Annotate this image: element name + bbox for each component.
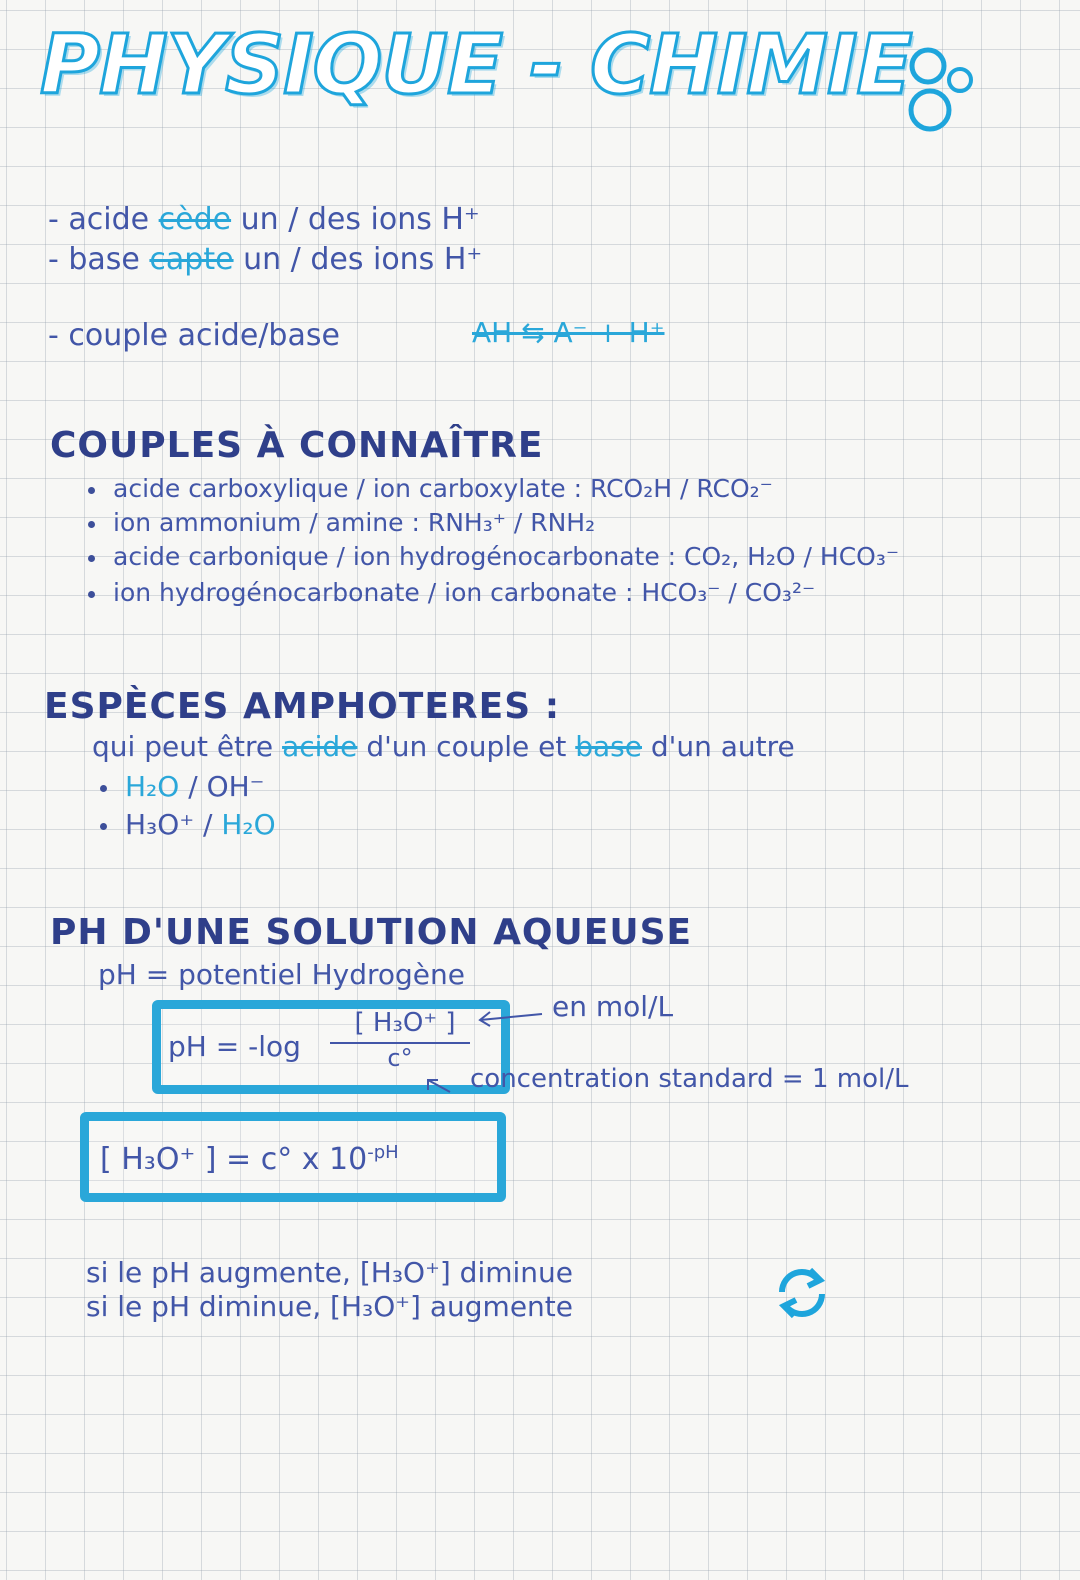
- note-unit: en mol/L: [552, 990, 674, 1023]
- list-item: acide carbonique / ion hydrogénocarbonate : CO₂, H₂O / HCO₃⁻: [88, 542, 899, 571]
- list-item: H₃O⁺ / H₂O: [100, 808, 276, 841]
- section-heading-ph: PH D'UNE SOLUTION AQUEUSE: [50, 912, 693, 953]
- list-item: ion ammonium / amine : RNH₃⁺ / RNH₂: [88, 508, 595, 537]
- formula-ph-left: pH = -log: [168, 1030, 301, 1063]
- bullet: [100, 823, 107, 830]
- struck-word: capte: [149, 242, 234, 277]
- list-item: H₂O / OH⁻: [100, 770, 264, 803]
- list-item: ion hydrogénocarbonate / ion carbonate : HCO₃⁻ / CO₃²⁻: [88, 578, 815, 607]
- section-heading-couples: COUPLES À CONNAÎTRE: [50, 425, 544, 466]
- arrow-icon: [470, 1000, 550, 1030]
- rule-ph-decrease: si le pH diminue, [H₃O⁺] augmente: [86, 1290, 574, 1323]
- note-standard: concentration standard = 1 mol/L: [470, 1064, 909, 1094]
- equation-acid-base: AH ⇆ A⁻ + H⁺: [472, 316, 665, 349]
- section-heading-amphoteres: ESPÈCES AMPHOTERES :: [44, 686, 561, 727]
- bullet: [88, 521, 95, 528]
- bullet: [100, 785, 107, 792]
- list-item: acide carboxylique / ion carboxylate : RCO₂H / RCO₂⁻: [88, 474, 773, 503]
- ph-definition: pH = potentiel Hydrogène: [98, 958, 466, 991]
- arrow-icon: [420, 1074, 460, 1098]
- bullet: [88, 487, 95, 494]
- bullet: [88, 555, 95, 562]
- cycle-arrows-icon: [770, 1262, 834, 1322]
- page-title: PHYSIQUE - CHIMIE: [40, 18, 912, 113]
- formula-concentration: [ H₃O⁺ ] = c° x $10^{-pH}$: [100, 1142, 399, 1177]
- intro-line-base: - base capte un / des ions H⁺: [48, 242, 483, 277]
- formula-numerator: [ H₃O⁺ ]: [354, 1008, 456, 1038]
- intro-line-acid: - acide cède un / des ions H⁺: [48, 202, 480, 237]
- struck-word: cède: [158, 202, 232, 237]
- amphoteres-description: qui peut être acide d'un couple et base d'un autre: [92, 730, 795, 763]
- bullet: [88, 591, 95, 598]
- formula-denominator: c°: [387, 1044, 413, 1072]
- bubbles-icon: [902, 40, 982, 140]
- rule-ph-increase: si le pH augmente, [H₃O⁺] diminue: [86, 1256, 574, 1289]
- intro-line-couple: - couple acide/base: [48, 318, 340, 353]
